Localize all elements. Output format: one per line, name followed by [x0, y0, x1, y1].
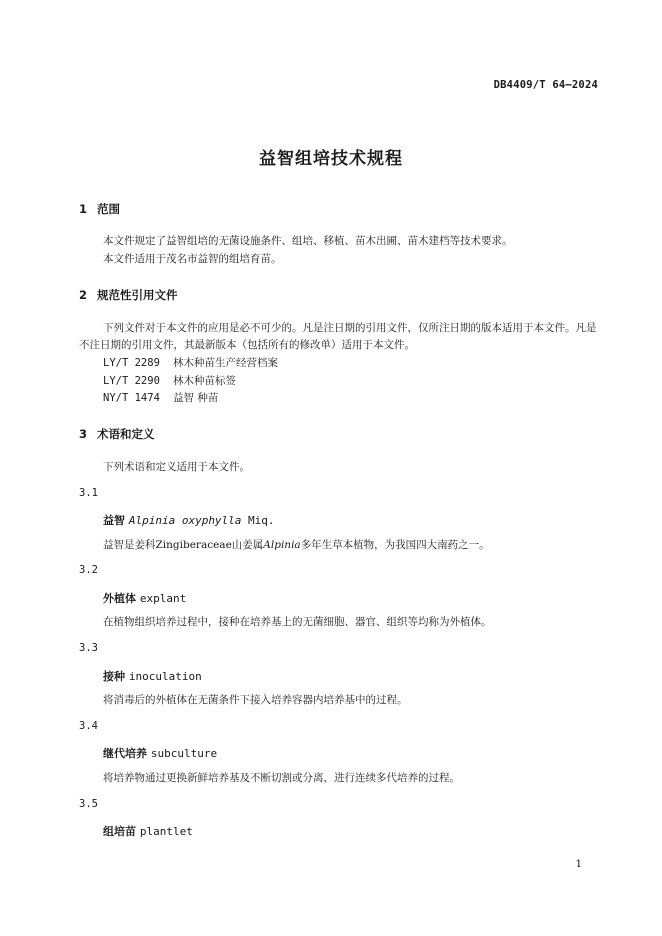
definition-text: 多年生草本植物，为我国四大南药之一。: [300, 539, 490, 551]
paragraph: 本文件适用于茂名市益智的组培育苗。: [103, 253, 282, 265]
term-entry: [103, 668, 202, 684]
term-chinese: 组培苗: [103, 825, 136, 838]
term-chinese: 接种: [103, 670, 125, 683]
paragraph: 本文件规定了益智组培的无菌设施条件、组培、移植、苗木出圃、苗木建档等技术要求。: [103, 235, 513, 247]
reference-code: LY/T 2290: [103, 375, 160, 387]
term-definition: 将消毒后的外植体在无菌条件下接入培养容器内培养基中的过程。: [103, 694, 408, 706]
reference-item: [103, 355, 278, 372]
section-title: 规范性引用文件: [97, 288, 178, 302]
reference-code: LY/T 2289: [103, 357, 160, 369]
clause-number: 3.3: [79, 642, 98, 654]
document-title: 益智组培技术规程: [259, 149, 403, 169]
paragraph: 下列文件对于本文件的应用是必不可少的。凡是注日期的引用文件，仅所注日期的版本适用于本文件。凡是不注日期的引用文件，其最新版本（包括所有的修改单）适用于本文件。: [79, 322, 597, 351]
section-heading-scope: [79, 201, 120, 217]
clause-number: 3.1: [79, 487, 98, 499]
paragraph: 下列术语和定义适用于本文件。: [103, 461, 250, 473]
page-number: 1: [575, 859, 582, 870]
term-entry: [103, 512, 275, 528]
term-definition: [103, 537, 490, 554]
term-definition: 将培养物通过更换新鲜培养基及不断切割或分离，进行连续多代培养的过程。: [103, 772, 460, 784]
term-chinese: 外植体: [103, 592, 136, 605]
term-chinese: 益智: [103, 514, 125, 527]
reference-item: [103, 390, 218, 407]
term-entry: [103, 590, 186, 606]
reference-item: [103, 373, 236, 390]
reference-title: 益智 种苗: [173, 392, 219, 404]
reference-title: 林木种苗标签: [173, 375, 236, 387]
section-heading-terms-definitions: [79, 426, 155, 442]
term-latin-author: Miq.: [241, 514, 275, 527]
reference-code: NY/T 1474: [103, 392, 160, 404]
term-english: subculture: [150, 747, 218, 760]
section-number: 2: [79, 288, 88, 302]
term-entry: [103, 823, 193, 839]
term-english: explant: [139, 592, 187, 605]
clause-number: 3.2: [79, 564, 98, 576]
term-latin-name: Alpinia oxyphylla: [128, 514, 242, 527]
reference-title: 林木种苗生产经营档案: [173, 357, 278, 369]
section-number: 1: [79, 202, 88, 216]
definition-genus: Alpinia: [263, 539, 301, 551]
clause-number: 3.5: [79, 798, 98, 810]
clause-number: 3.4: [79, 720, 98, 732]
section-title: 术语和定义: [97, 427, 155, 441]
term-definition: 在植物组织培养过程中，接种在培养基上的无菌细胞、器官、组织等均称为外植体。: [103, 616, 492, 628]
section-title: 范围: [97, 202, 120, 216]
section-number: 3: [79, 427, 88, 441]
term-entry: [103, 745, 217, 761]
term-english: inoculation: [128, 670, 202, 683]
term-chinese: 继代培养: [103, 747, 147, 760]
document-code: DB4409/T 64—2024: [493, 79, 598, 91]
term-english: plantlet: [139, 825, 193, 838]
section-heading-normative-references: [79, 287, 178, 303]
definition-text: 益智是姜科Zingiberaceae山姜属: [103, 539, 264, 551]
